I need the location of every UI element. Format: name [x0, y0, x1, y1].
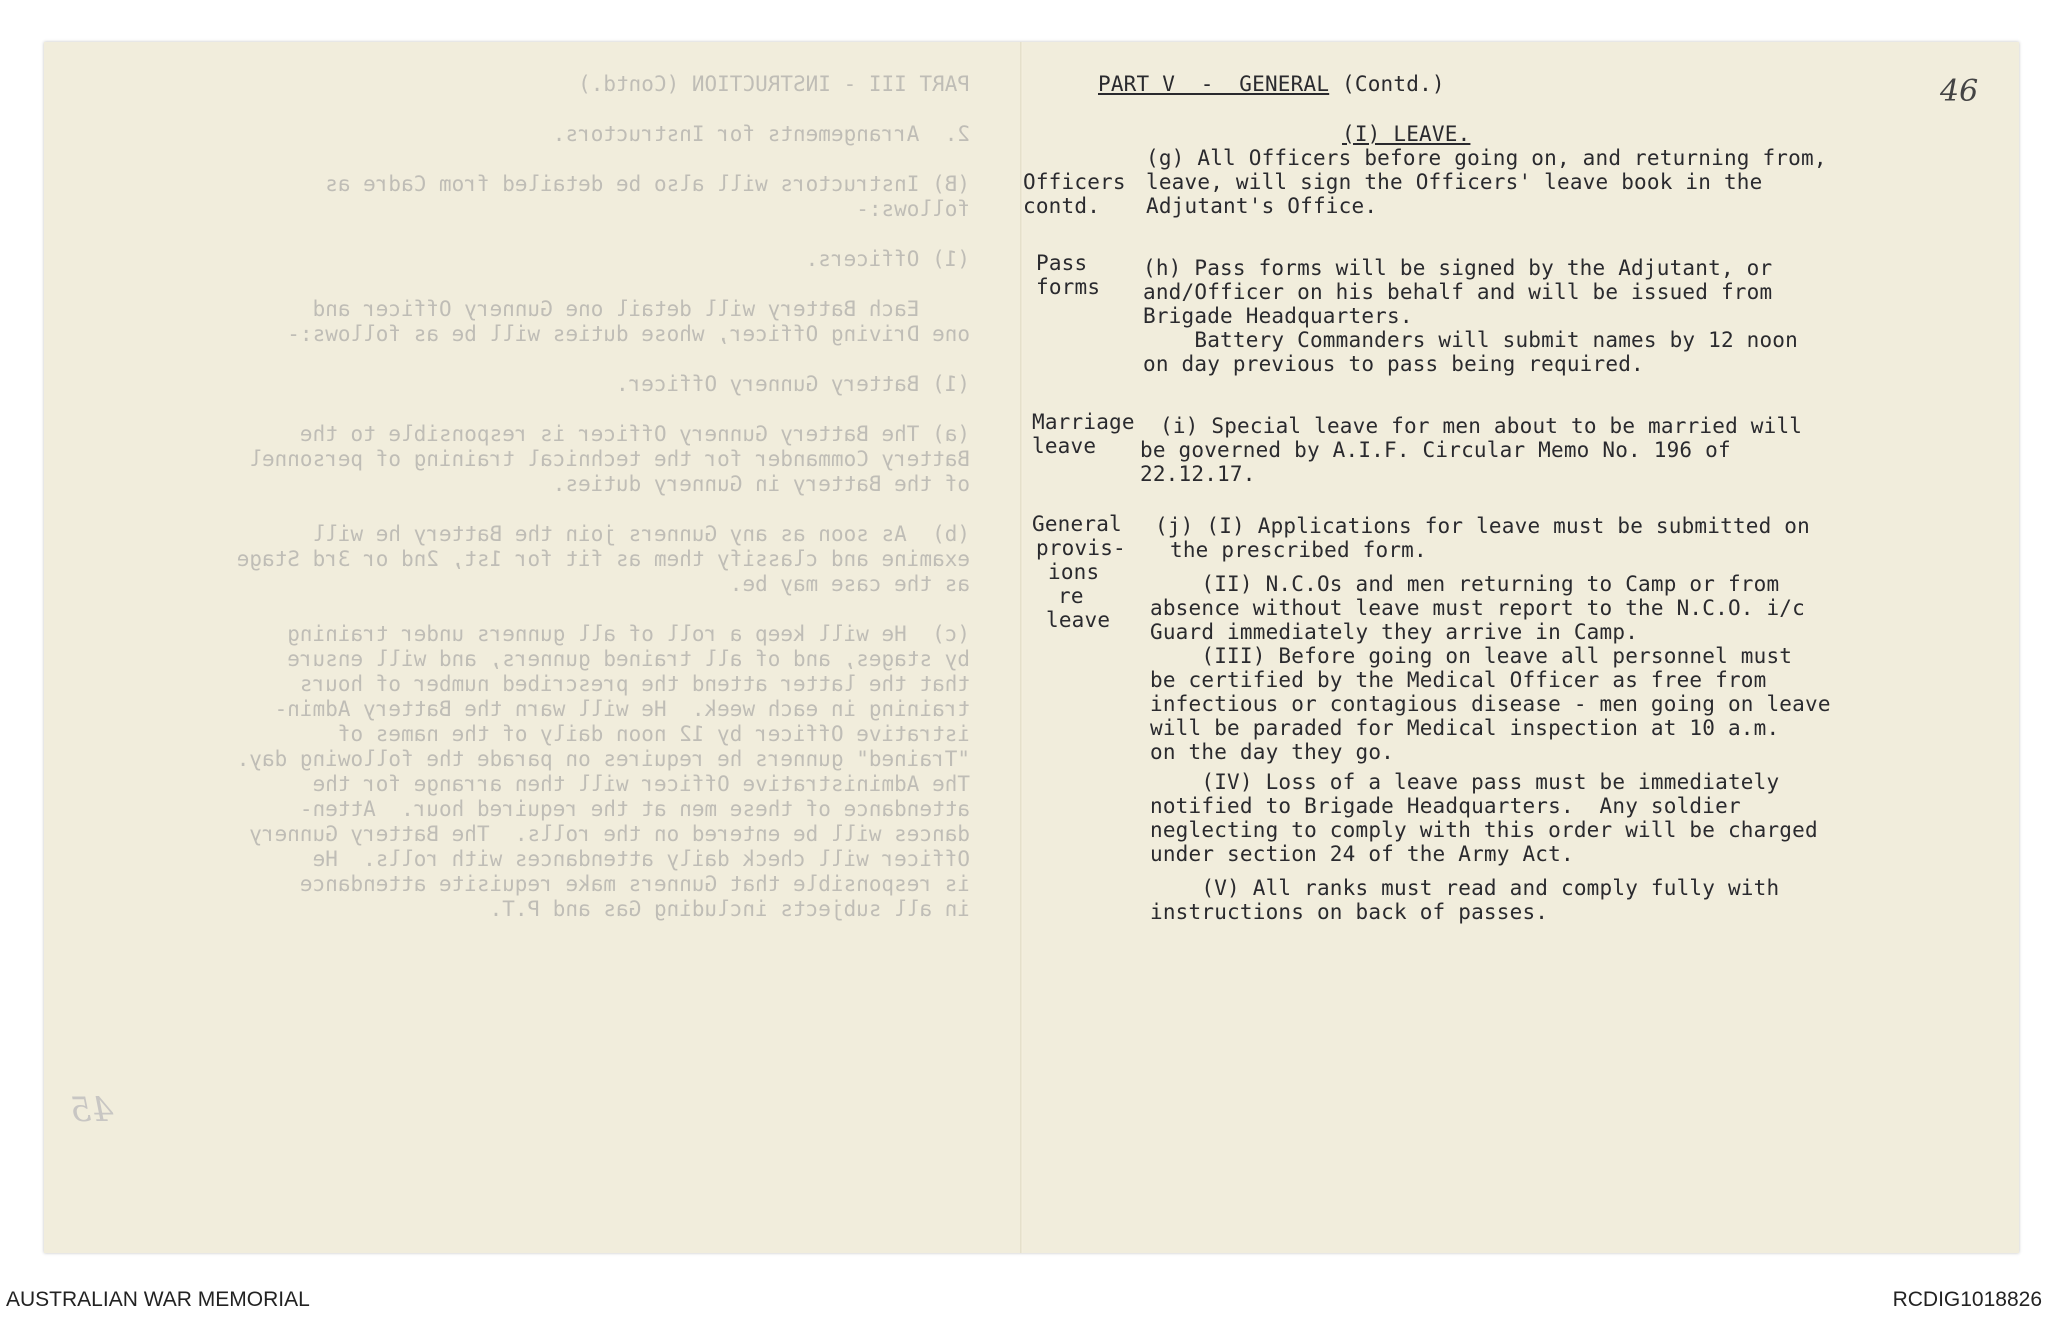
margin-h-2: forms: [1036, 275, 1101, 299]
bleed-line: [90, 597, 970, 622]
para-j-line-13: neglecting to comply with this order will be charged: [1150, 818, 1818, 842]
margin-j-1: General: [1032, 512, 1122, 536]
page-number: 46: [1940, 74, 1979, 109]
bleed-line: follows:-: [856, 197, 970, 221]
para-j-line-14: under section 24 of the Army Act.: [1150, 842, 1574, 866]
center-fold: [1020, 42, 1023, 1253]
footer-left: AUSTRALIAN WAR MEMORIAL: [6, 1288, 310, 1311]
margin-j-4: re: [1058, 584, 1084, 608]
margin-j-3: ions: [1048, 560, 1100, 584]
margin-j-2: provis-: [1036, 536, 1126, 560]
bleed-line: "Trained" gunners he requires on parade the following day.: [236, 747, 970, 771]
para-g-line-3: Adjutant's Office.: [1146, 194, 1378, 218]
bleed-line: (B) Instructors will also be detailed from Cadre as: [325, 172, 970, 196]
bleed-line: dances will be entered on the rolls. The Battery Gunnery: [249, 822, 970, 846]
margin-g-2: contd.: [1023, 194, 1101, 218]
bleed-line: by stages, and of all trained gunners, and will ensure: [287, 647, 970, 671]
bleed-line: of the Battery in Gunnery duties.: [552, 472, 970, 496]
para-g-line-2: leave, will sign the Officers' leave book in the: [1146, 170, 1763, 194]
bleed-line: [90, 397, 970, 422]
para-j-line-3: (II) N.C.Os and men returning to Camp or from: [1150, 572, 1780, 596]
bleed-line: training in each week. He will warn the Battery Admin-: [274, 697, 970, 721]
bleed-line: (b) As soon as any Gunners join the Battery he will: [312, 522, 970, 546]
section-title: (I) LEAVE.: [1342, 122, 1471, 146]
para-j-line-6: (III) Before going on leave all personnel must: [1150, 644, 1793, 668]
para-j-line-8: infectious or contagious disease - men going on leave: [1150, 692, 1831, 716]
bleed-line: (1) Battery Gunnery Officer.: [615, 372, 970, 396]
para-j-line-12: notified to Brigade Headquarters. Any soldier: [1150, 794, 1741, 818]
margin-i-2: leave: [1032, 434, 1097, 458]
bleed-line: (c) He will keep a roll of all gunners under training: [287, 622, 970, 646]
para-j-line-11: (IV) Loss of a leave pass must be immediately: [1150, 770, 1780, 794]
margin-i-1: Marriage: [1032, 410, 1135, 434]
para-h-line-2: and/Officer on his behalf and will be issued from: [1143, 280, 1773, 304]
bleed-page-number: 45: [70, 1090, 114, 1130]
bleed-line: in all subjects including Gas and P.T.: [489, 897, 970, 921]
para-j-line-2: the prescribed form.: [1170, 538, 1427, 562]
bleed-line: [90, 497, 970, 522]
para-j-line-4: absence without leave must report to the N.C.O. i/c: [1150, 596, 1805, 620]
para-j-line-16: instructions on back of passes.: [1150, 900, 1549, 924]
bleed-line: as the case may be.: [729, 572, 970, 596]
para-i-line-1: (i) Special leave for men about to be married will: [1160, 414, 1803, 438]
bleed-line: Battery Commander for the technical training of personnel: [249, 447, 970, 471]
bleed-line: istrative Officer by 12 noon daily of the names of: [337, 722, 970, 746]
part-title: PART V - GENERAL: [1098, 72, 1330, 96]
para-j-line-10: on the day they go.: [1150, 740, 1395, 764]
part-header: [1098, 72, 1445, 96]
bleed-line: The Administrative Officer will then arrange for the: [312, 772, 970, 796]
para-j-line-15: (V) All ranks must read and comply fully with: [1150, 876, 1780, 900]
bleed-line: [90, 147, 970, 172]
part-contd: (Contd.): [1329, 72, 1445, 96]
bleed-line: examine and classify them as fit for 1st, 2nd or 3rd Stage: [236, 547, 970, 571]
margin-g-1: Officers: [1023, 170, 1126, 194]
para-i-line-3: 22.12.17.: [1140, 462, 1256, 486]
bleed-line: Officer will check daily attendances with rolls. He: [312, 847, 970, 871]
bleed-line: (1) Officers.: [805, 247, 970, 271]
para-j-line-7: be certified by the Medical Officer as free from: [1150, 668, 1767, 692]
para-h-line-5: on day previous to pass being required.: [1143, 352, 1644, 376]
para-h-line-1: (h) Pass forms will be signed by the Adjutant, or: [1143, 256, 1773, 280]
bleed-through-text: [90, 72, 970, 922]
bleed-line: [90, 272, 970, 297]
bleed-line: [90, 97, 970, 122]
bleed-line: 2. Arrangements for Instructors.: [552, 122, 970, 146]
bleed-line: Each Battery will detail one Gunnery Officer and: [312, 297, 970, 321]
bleed-line: (a) The Battery Gunnery Officer is responsible to the: [299, 422, 970, 446]
margin-h-1: Pass: [1036, 251, 1088, 275]
bleed-line: [90, 222, 970, 247]
para-j-line-5: Guard immediately they arrive in Camp.: [1150, 620, 1639, 644]
para-g-line-1: (g) All Officers before going on, and returning from,: [1146, 146, 1827, 170]
bleed-line: one Driving Officer, whose duties will be as follows:-: [287, 322, 970, 346]
bleed-line: is responsible that Gunners make requisite attendance: [299, 872, 970, 896]
bleed-line: attendance of these men at the required hour. Atten-: [299, 797, 970, 821]
bleed-line: [90, 347, 970, 372]
para-h-line-3: Brigade Headquarters.: [1143, 304, 1413, 328]
bleed-line: that the latter attend the prescribed number of hours: [299, 672, 970, 696]
para-j-line-9: will be paraded for Medical inspection at 10 a.m.: [1150, 716, 1780, 740]
margin-j-5: leave: [1046, 608, 1111, 632]
bleed-line: PART III - INSTRUCTION (Contd.): [578, 72, 970, 96]
para-i-line-2: be governed by A.I.F. Circular Memo No. 196 of: [1140, 438, 1731, 462]
footer-right: RCDIG1018826: [1892, 1288, 2042, 1311]
para-h-line-4: Battery Commanders will submit names by 12 noon: [1143, 328, 1798, 352]
para-j-line-1: (j) (I) Applications for leave must be submitted on: [1155, 514, 1810, 538]
